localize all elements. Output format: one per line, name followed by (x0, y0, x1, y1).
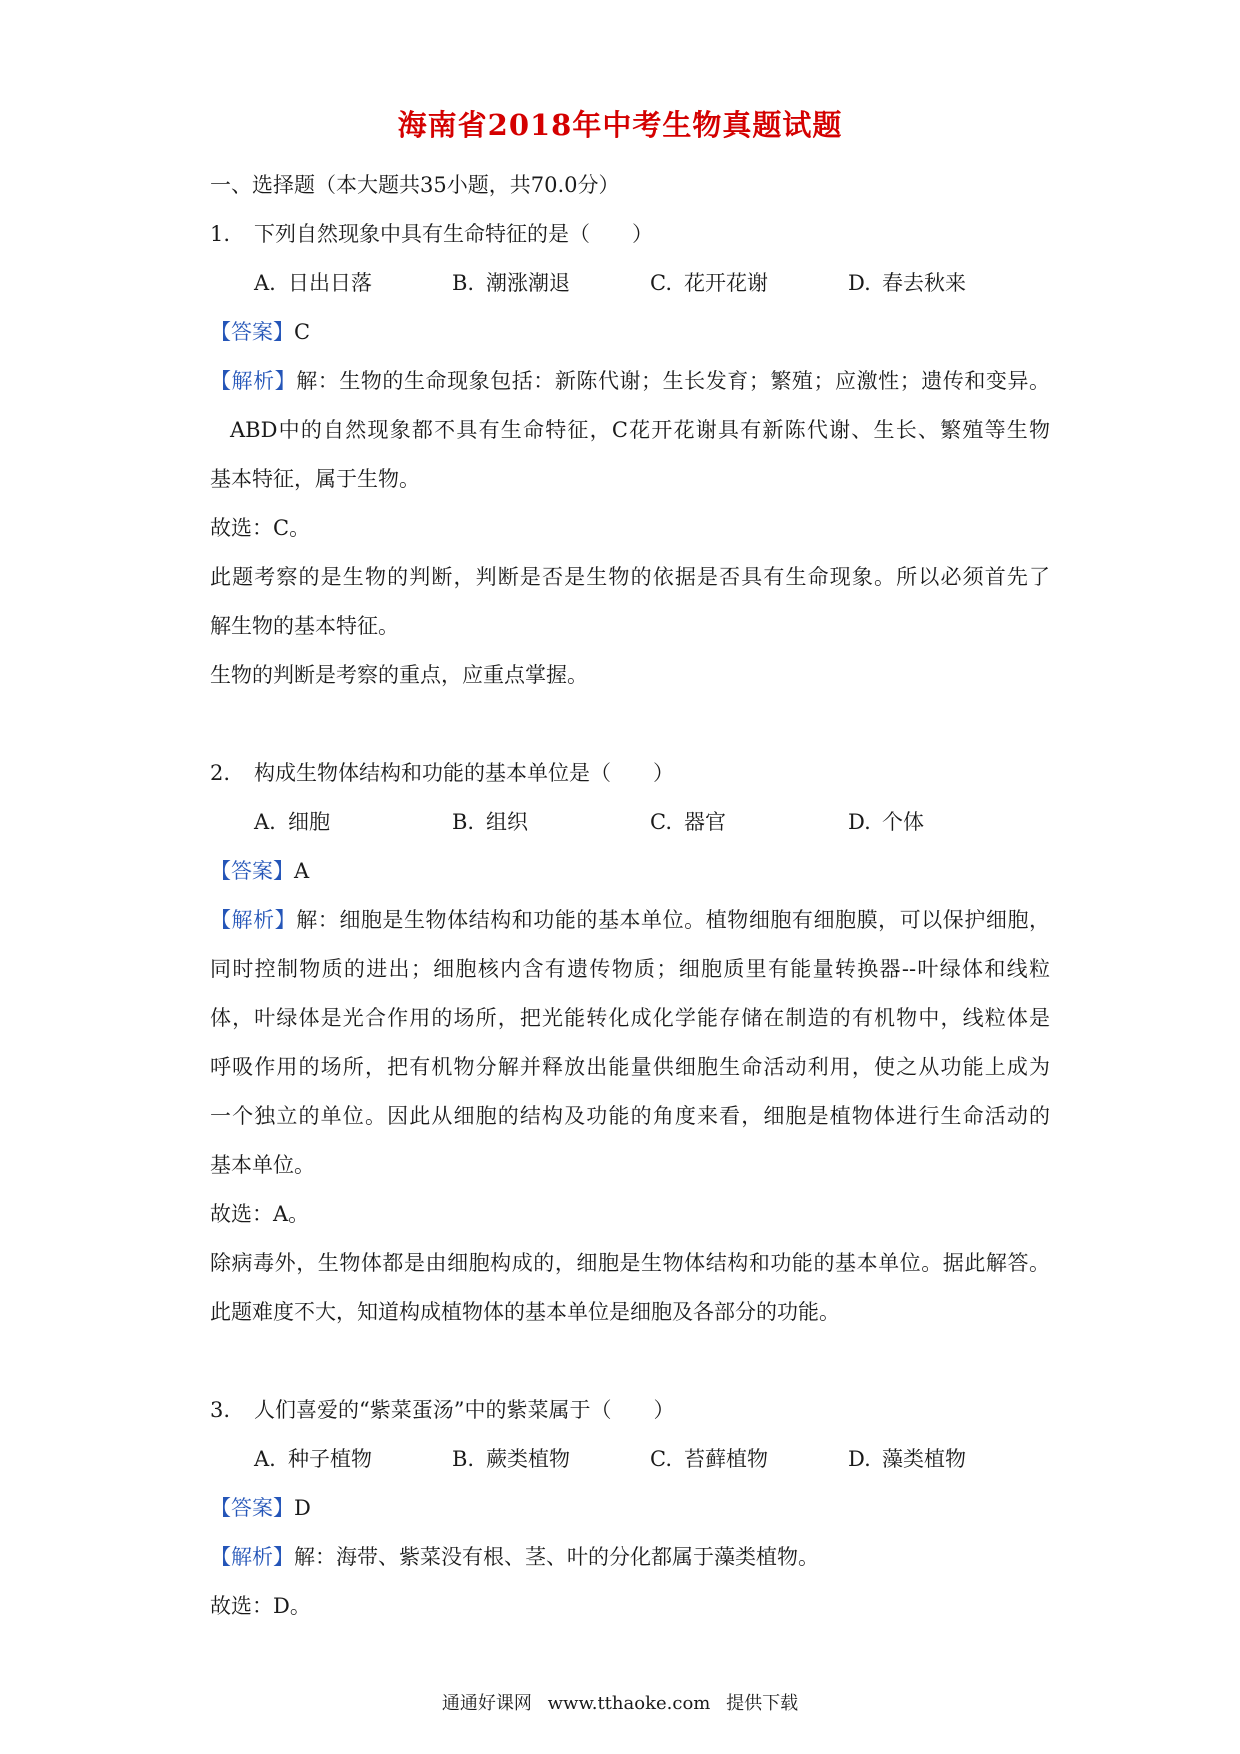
option-letter: B. (452, 271, 475, 295)
answer-line (210, 847, 1050, 896)
question-stem (210, 210, 1050, 259)
option-c (650, 1435, 848, 1484)
question-stem (210, 1386, 1050, 1435)
note-text: 解生物的基本特征。 (210, 614, 399, 638)
option-letter: B. (452, 810, 475, 834)
option-b (452, 798, 650, 847)
option-letter: A. (254, 1447, 276, 1471)
page-footer (0, 1690, 1240, 1718)
answer-value: C (294, 320, 311, 344)
analysis-tag: 【解析】 (210, 1545, 294, 1569)
choice-line: 故选：A。 (210, 1202, 310, 1226)
analysis-text: 解：生物的生命现象包括：新陈代谢；生长发育；繁殖；应激性；遗传和变异。 (296, 369, 1051, 393)
option-c (650, 798, 848, 847)
option-a (254, 1435, 452, 1484)
analysis-text: 解：细胞是生物体结构和功能的基本单位。植物细胞有细胞膜，可以保护细胞， (296, 908, 1051, 932)
note-text: 生物的判断是考察的重点，应重点掌握。 (210, 663, 588, 687)
analysis-line (210, 896, 1050, 945)
option-d (848, 1435, 1046, 1484)
option-text: 组织 (486, 810, 528, 834)
question-number: 3. (210, 1398, 231, 1422)
analysis-tag: 【解析】 (210, 908, 297, 932)
footer-suffix: 提供下载 (726, 1693, 799, 1714)
question-text: 构成生物体结构和功能的基本单位是（ ） (254, 761, 674, 785)
question-block-3 (210, 1386, 1050, 1631)
note-text: 此题难度不大，知道构成植物体的基本单位是细胞及各部分的功能。 (210, 1300, 840, 1324)
option-letter: D. (848, 810, 871, 834)
option-letter: C. (650, 271, 672, 295)
document-body (210, 161, 1050, 1631)
note-text: 除病毒外，生物体都是由细胞构成的，细胞是生物体结构和功能的基本单位。据此解答。 (210, 1251, 1050, 1275)
option-letter: A. (254, 271, 276, 295)
analysis-text: 基本单位。 (210, 1153, 315, 1177)
option-text: 花开花谢 (684, 271, 768, 295)
question-number: 1. (210, 222, 231, 246)
footer-url[interactable]: www.tthaoke.com (547, 1693, 711, 1714)
option-c (650, 259, 848, 308)
answer-value: A (294, 859, 310, 883)
question-stem (210, 749, 1050, 798)
section-header: 一、选择题（本大题共35小题，共70.0分） (210, 173, 620, 197)
option-text: 日出日落 (288, 271, 372, 295)
choice-line: 故选：C。 (210, 516, 311, 540)
question-text: 人们喜爱的“紫菜蛋汤”中的紫菜属于（ ） (254, 1398, 675, 1422)
option-letter: C. (650, 1447, 672, 1471)
answer-tag: 【答案】 (210, 859, 294, 883)
note-text: 此题考察的是生物的判断，判断是否是生物的依据是否具有生命现象。所以必须首先了 (210, 565, 1050, 589)
option-d (848, 259, 1046, 308)
option-text: 苔藓植物 (684, 1447, 768, 1471)
options-row (210, 259, 1050, 308)
option-letter: C. (650, 810, 672, 834)
option-text: 器官 (684, 810, 726, 834)
footer-site-name: 通通好课网 (441, 1693, 532, 1714)
analysis-text: 基本特征，属于生物。 (210, 467, 420, 491)
analysis-text: 解：海带、紫菜没有根、茎、叶的分化都属于藻类植物。 (294, 1545, 819, 1569)
answer-value: D (294, 1496, 311, 1520)
question-block-2 (210, 749, 1050, 1337)
answer-tag: 【答案】 (210, 1496, 294, 1520)
option-text: 潮涨潮退 (486, 271, 570, 295)
question-number: 2. (210, 761, 231, 785)
page-title: 海南省2018年中考生物真题试题 (397, 108, 843, 142)
answer-line (210, 1484, 1050, 1533)
option-text: 细胞 (288, 810, 330, 834)
option-text: 个体 (882, 810, 924, 834)
option-b (452, 1435, 650, 1484)
option-letter: D. (848, 1447, 871, 1471)
analysis-text: 一个独立的单位。因此从细胞的结构及功能的角度来看，细胞是植物体进行生命活动的 (210, 1104, 1050, 1128)
option-a (254, 798, 452, 847)
question-block-1 (210, 210, 1050, 700)
option-a (254, 259, 452, 308)
option-text: 种子植物 (288, 1447, 372, 1471)
analysis-text: ABD中的自然现象都不具有生命特征，C花开花谢具有新陈代谢、生长、繁殖等生物 (230, 418, 1050, 442)
spacer (210, 1337, 1050, 1386)
options-row (210, 1435, 1050, 1484)
analysis-tag: 【解析】 (210, 369, 297, 393)
option-text: 藻类植物 (882, 1447, 966, 1471)
option-letter: B. (452, 1447, 475, 1471)
options-row (210, 798, 1050, 847)
choice-line: 故选：D。 (210, 1594, 311, 1618)
answer-tag: 【答案】 (210, 320, 294, 344)
option-text: 蕨类植物 (486, 1447, 570, 1471)
analysis-text: 同时控制物质的进出；细胞核内含有遗传物质；细胞质里有能量转换器--叶绿体和线粒 (210, 957, 1050, 981)
analysis-text: 体，叶绿体是光合作用的场所，把光能转化成化学能存储在制造的有机物中，线粒体是 (210, 1006, 1050, 1030)
analysis-line (210, 357, 1050, 406)
option-text: 春去秋来 (882, 271, 966, 295)
analysis-line (210, 1533, 1050, 1582)
question-text: 下列自然现象中具有生命特征的是（ ） (254, 222, 653, 246)
option-letter: A. (254, 810, 276, 834)
answer-line (210, 308, 1050, 357)
option-b (452, 259, 650, 308)
spacer (210, 700, 1050, 749)
option-d (848, 798, 1046, 847)
analysis-text: 呼吸作用的场所，把有机物分解并释放出能量供细胞生命活动利用，使之从功能上成为 (210, 1055, 1050, 1079)
option-letter: D. (848, 271, 871, 295)
